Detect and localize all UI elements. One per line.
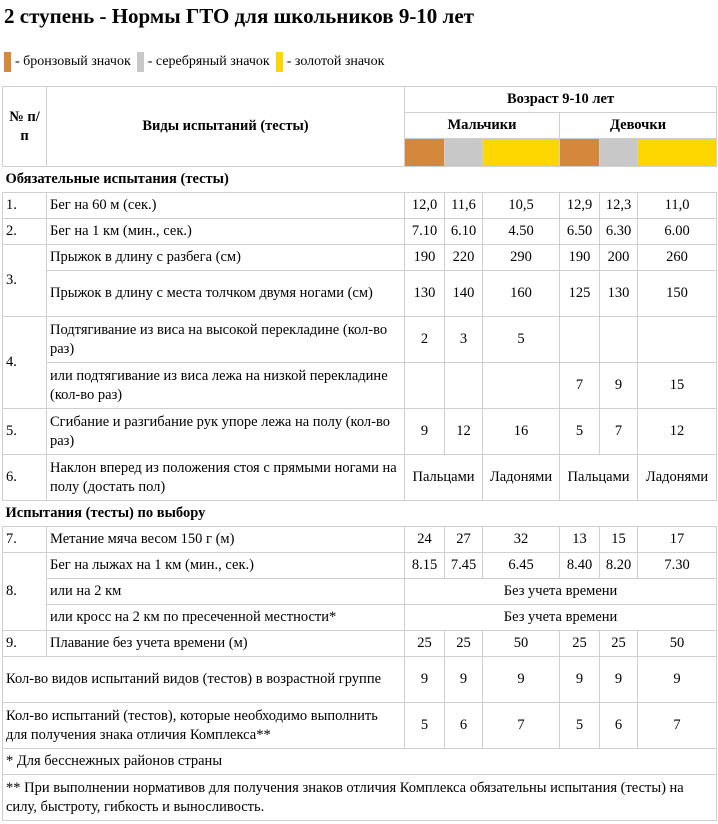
table-row [3,317,717,363]
table-row [3,605,717,631]
value-cell: 9 [600,657,638,703]
value-cell: 125 [560,271,600,317]
table-row [3,657,717,703]
value-cell: 150 [638,271,717,317]
value-cell: 50 [483,631,560,657]
table-row [3,193,717,219]
value-cell: Ладонями [638,455,717,501]
row-name: или подтягивание из виса лежа на низкой перекладине (кол-во раз) [47,363,405,409]
value-cell: 12,9 [560,193,600,219]
table-row [3,703,717,749]
row-name: Кол-во испытаний (тестов), которые необходимо выполнить для получения знака отличия Комплекса** [3,703,405,749]
value-cell: 190 [405,245,445,271]
value-cell: 25 [445,631,483,657]
gold-swatch [276,52,283,72]
table-row [3,631,717,657]
girls-silver-color [600,139,638,167]
row-name: Плавание без учета времени (м) [47,631,405,657]
footnote-2: ** При выполнении нормативов для получения знаков отличия Комплекса обязательны испытания (тесты) на силу, быстроту, гибкость и выносливость. [3,775,717,821]
value-cell [405,363,445,409]
table-row [3,271,717,317]
value-cell: 6 [445,703,483,749]
value-cell: 12,3 [600,193,638,219]
value-cell: 9 [483,657,560,703]
value-cell: 11,0 [638,193,717,219]
value-cell: 160 [483,271,560,317]
bronze-swatch [4,52,11,72]
value-cell: 6.10 [445,219,483,245]
value-cell: 7 [483,703,560,749]
value-cell: 24 [405,527,445,553]
value-cell: 9 [638,657,717,703]
value-cell: 15 [638,363,717,409]
value-cell: 220 [445,245,483,271]
value-cell: 7 [638,703,717,749]
value-cell: 190 [560,245,600,271]
table-row [3,455,717,501]
value-cell: 6.50 [560,219,600,245]
legend-bronze [4,52,131,72]
value-cell: 6 [600,703,638,749]
footnote-1: * Для бесснежных районов страны [3,749,717,775]
boys-gold-color [483,139,560,167]
value-cell: 16 [483,409,560,455]
value-cell: 9 [560,657,600,703]
value-cell: 12 [445,409,483,455]
value-cell: 12 [638,409,717,455]
header-num: № п/п [3,87,47,167]
row-name: или на 2 км [47,579,405,605]
value-cell: 130 [600,271,638,317]
row-num: 6. [3,455,47,501]
legend-gold [276,52,385,72]
girls-bronze-color [560,139,600,167]
value-cell: 6.00 [638,219,717,245]
value-cell: 2 [405,317,445,363]
legend-bronze-label: - бронзовый значок [15,54,131,69]
table-row [3,579,717,605]
value-cell: 10,5 [483,193,560,219]
value-cell [445,363,483,409]
row-name: Бег на лыжах на 1 км (мин., сек.) [47,553,405,579]
value-cell: 6.45 [483,553,560,579]
value-cell: 4.50 [483,219,560,245]
value-cell: 25 [560,631,600,657]
value-cell: 140 [445,271,483,317]
value-cell [560,317,600,363]
value-cell: 7 [560,363,600,409]
row-name: Бег на 1 км (мин., сек.) [47,219,405,245]
row-name: Сгибание и разгибание рук упоре лежа на полу (кол-во раз) [47,409,405,455]
header-boys: Мальчики [405,113,560,139]
value-cell: 9 [445,657,483,703]
value-cell: 27 [445,527,483,553]
row-name: или кросс на 2 км по пресеченной местности* [47,605,405,631]
table-row [3,527,717,553]
row-name: Прыжок в длину с места толчком двумя ногами (см) [47,271,405,317]
value-cell [638,317,717,363]
boys-bronze-color [405,139,445,167]
value-cell: 290 [483,245,560,271]
row-num: 4. [3,317,47,409]
value-cell: 5 [560,703,600,749]
value-cell: Ладонями [483,455,560,501]
boys-silver-color [445,139,483,167]
girls-gold-color [638,139,717,167]
row-num: 9. [3,631,47,657]
row-name: Наклон вперед из положения стоя с прямыми ногами на полу (достать пол) [47,455,405,501]
value-cell: 5 [483,317,560,363]
value-cell: 25 [405,631,445,657]
value-cell: 9 [405,657,445,703]
row-num: 5. [3,409,47,455]
value-cell: 15 [600,527,638,553]
value-cell: 8.15 [405,553,445,579]
row-name: Бег на 60 м (сек.) [47,193,405,219]
row-num: 3. [3,245,47,317]
row-num: 7. [3,527,47,553]
legend-gold-label: - золотой значок [286,54,385,69]
value-cell: 12,0 [405,193,445,219]
value-cell: 11,6 [445,193,483,219]
gto-norms-table [2,86,717,821]
page-title: 2 ступень - Нормы ГТО для школьников 9-10 лет [4,4,474,28]
value-cell: 7.45 [445,553,483,579]
header-tests: Виды испытаний (тесты) [47,87,405,167]
legend-silver-label: - серебряный значок [147,54,270,69]
value-cell: 8.20 [600,553,638,579]
value-cell [600,317,638,363]
row-name: Прыжок в длину с разбега (см) [47,245,405,271]
value-cell: 7.30 [638,553,717,579]
value-cell: 7 [600,409,638,455]
silver-swatch [137,52,144,72]
row-num: 1. [3,193,47,219]
value-cell: 13 [560,527,600,553]
table-row [3,553,717,579]
table-row [3,219,717,245]
row-name: Подтягивание из виса на высокой перекладине (кол-во раз) [47,317,405,363]
section-optional: Испытания (тесты) по выбору [3,501,717,527]
value-cell: Без учета времени [405,605,717,631]
value-cell: Пальцами [405,455,483,501]
value-cell: 200 [600,245,638,271]
value-cell [483,363,560,409]
table-row [3,409,717,455]
value-cell: 6.30 [600,219,638,245]
table-row [3,363,717,409]
section-mandatory: Обязательные испытания (тесты) [3,167,717,193]
row-name: Метание мяча весом 150 г (м) [47,527,405,553]
value-cell: 7.10 [405,219,445,245]
value-cell: 25 [600,631,638,657]
row-name: Кол-во видов испытаний видов (тестов) в возрастной группе [3,657,405,703]
value-cell: 8.40 [560,553,600,579]
legend-silver [137,52,270,72]
header-girls: Девочки [560,113,717,139]
legend [4,52,390,72]
value-cell: 5 [560,409,600,455]
value-cell: 50 [638,631,717,657]
value-cell: 9 [600,363,638,409]
value-cell: 17 [638,527,717,553]
value-cell: 3 [445,317,483,363]
row-num: 8. [3,553,47,631]
header-age: Возраст 9-10 лет [405,87,717,113]
table-row [3,245,717,271]
value-cell: Без учета времени [405,579,717,605]
value-cell: 5 [405,703,445,749]
value-cell: 32 [483,527,560,553]
value-cell: Пальцами [560,455,638,501]
value-cell: 260 [638,245,717,271]
value-cell: 9 [405,409,445,455]
value-cell: 130 [405,271,445,317]
row-num: 2. [3,219,47,245]
